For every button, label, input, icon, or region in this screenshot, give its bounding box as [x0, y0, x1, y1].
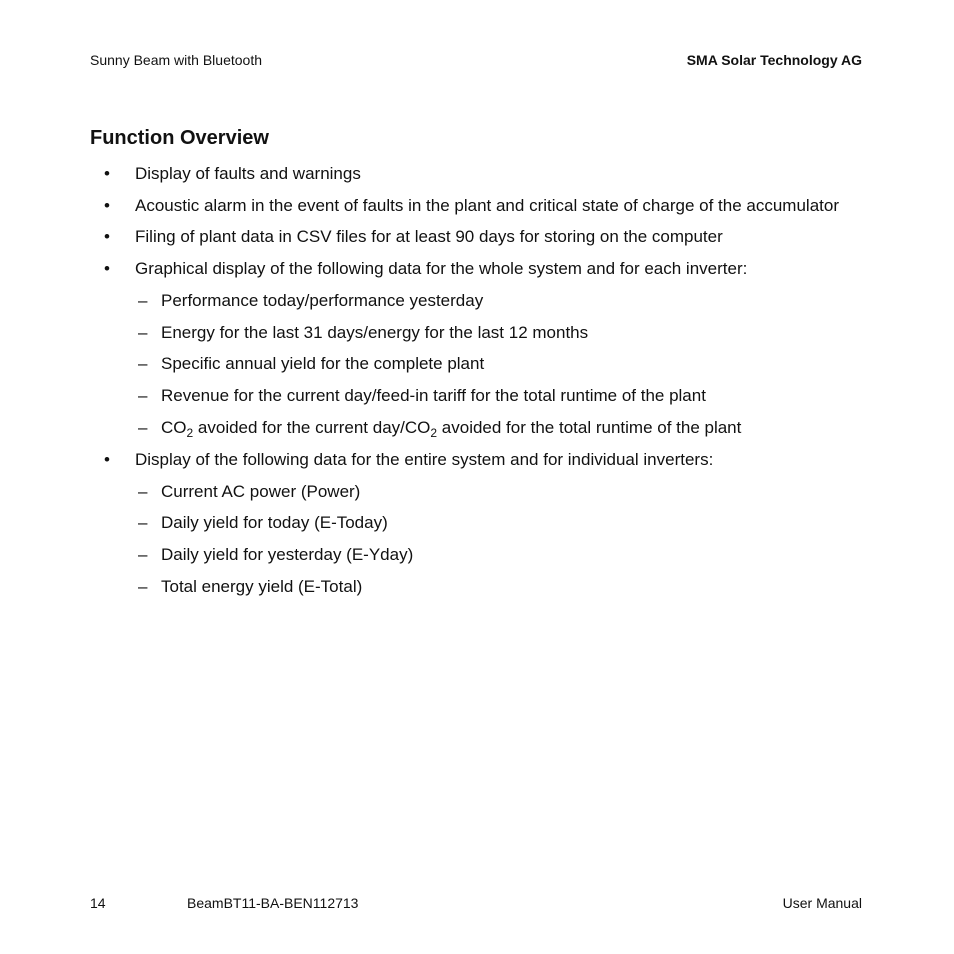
- list-item: Acoustic alarm in the event of faults in the plant and critical state of charge of the accumulator: [135, 196, 839, 215]
- bullet-marker: •: [104, 450, 110, 469]
- sub-list-item: Performance today/performance yesterday: [161, 291, 484, 310]
- dash-marker: –: [138, 291, 148, 310]
- bullet-marker: •: [104, 227, 110, 246]
- dash-marker: –: [138, 545, 148, 564]
- footer-right: User Manual: [782, 895, 862, 911]
- list-item: Display of faults and warnings: [135, 164, 361, 183]
- sub-list-item-co2: $CO_2$ avoided for the current day/$CO_2$ avoided for the total runtime of the plant: [161, 418, 742, 440]
- sub-list-item: Current AC power (Power): [161, 482, 361, 501]
- list-item: Filing of plant data in CSV files for at least 90 days for storing on the computer: [135, 227, 723, 246]
- sub-list-item: Specific annual yield for the complete plant: [161, 354, 485, 373]
- list-item: Graphical display of the following data for the whole system and for each inverter:: [135, 259, 748, 278]
- dash-marker: –: [138, 386, 148, 405]
- sub-list-item: Revenue for the current day/feed-in tariff for the total runtime of the plant: [161, 386, 706, 405]
- sub-list-item: Total energy yield (E-Total): [161, 577, 363, 596]
- sub-list-item: Daily yield for yesterday (E-Yday): [161, 545, 414, 564]
- bullet-marker: •: [104, 164, 110, 183]
- section-title: Function Overview: [90, 127, 269, 149]
- dash-marker: –: [138, 418, 148, 437]
- document-id: BeamBT11-BA-BEN112713: [187, 895, 359, 911]
- dash-marker: –: [138, 577, 148, 596]
- page-number: 14: [90, 895, 106, 911]
- list-item: Display of the following data for the entire system and for individual inverters:: [135, 450, 714, 469]
- dash-marker: –: [138, 482, 148, 501]
- bullet-marker: •: [104, 259, 110, 278]
- sub-list-item: Energy for the last 31 days/energy for the last 12 months: [161, 323, 589, 342]
- sub-list-item: Daily yield for today (E-Today): [161, 513, 388, 532]
- bullet-marker: •: [104, 196, 110, 215]
- dash-marker: –: [138, 354, 148, 373]
- page-header-left: Sunny Beam with Bluetooth: [90, 52, 262, 68]
- dash-marker: –: [138, 513, 148, 532]
- dash-marker: –: [138, 323, 148, 342]
- page-header-right: SMA Solar Technology AG: [686, 52, 862, 68]
